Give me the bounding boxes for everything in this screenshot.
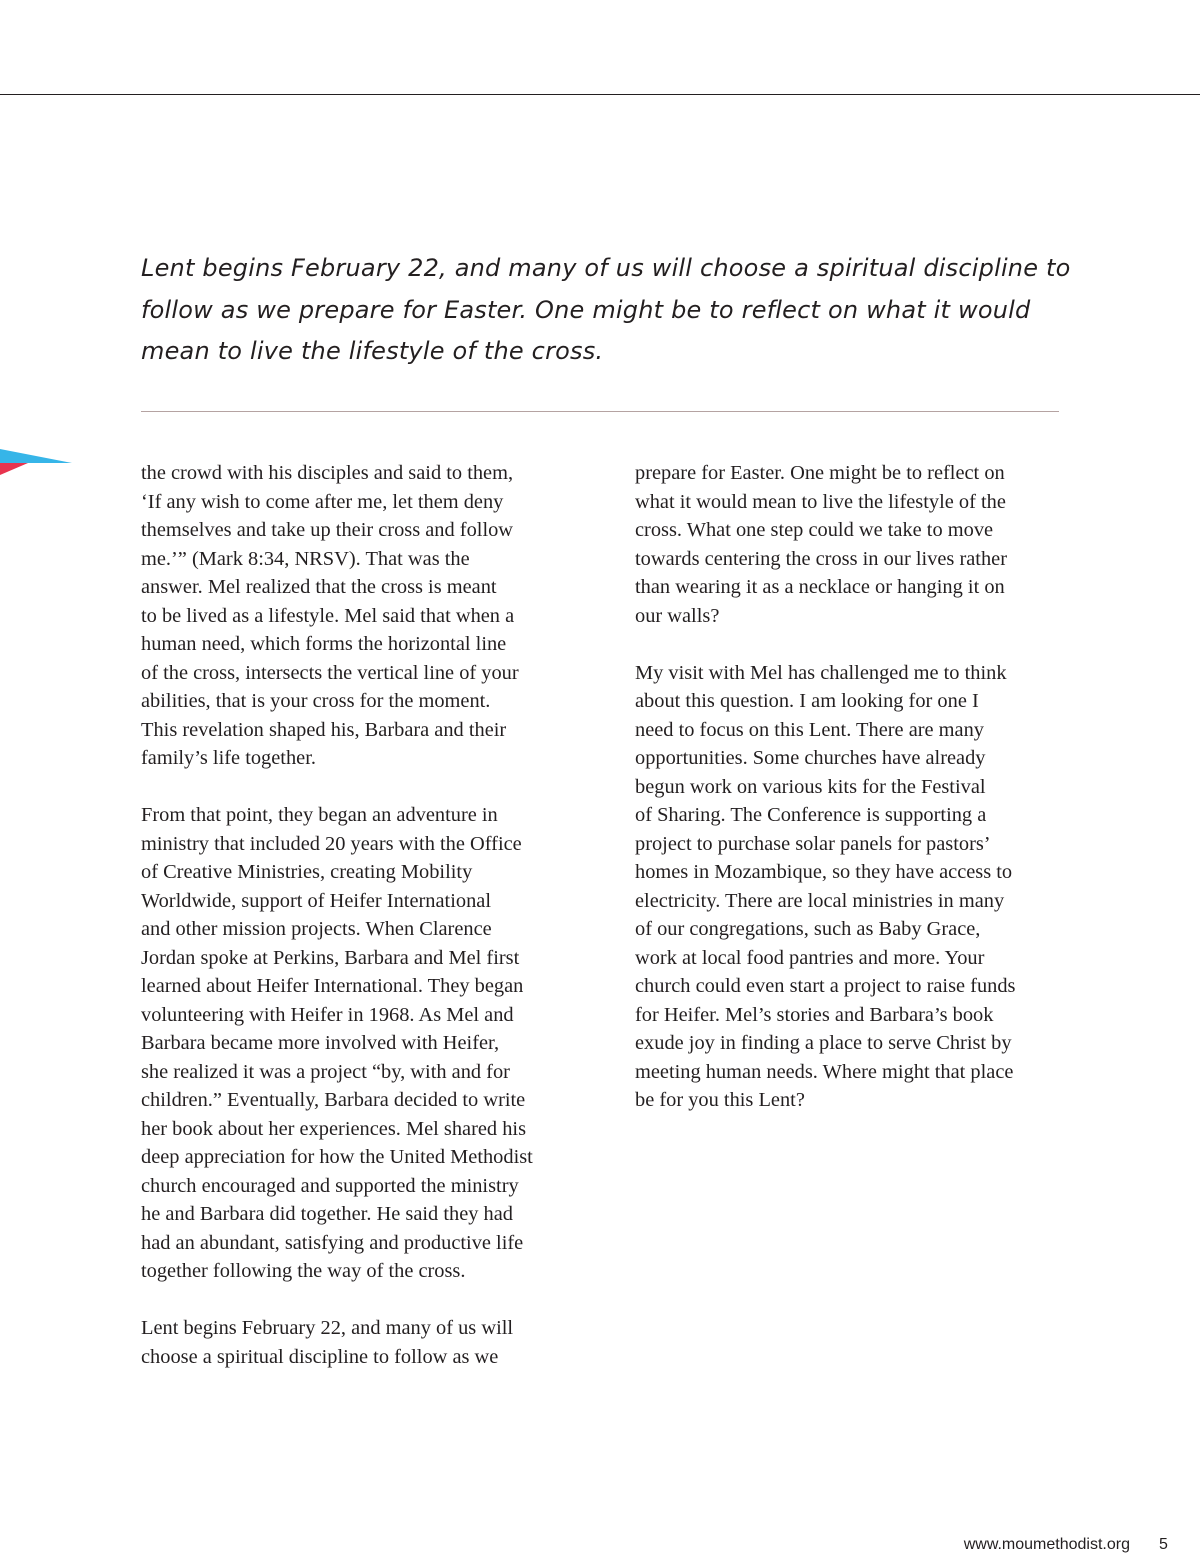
footer-website-link[interactable]: www.moumethodist.org — [963, 1536, 1130, 1553]
body-column-right — [635, 459, 1065, 1143]
body-column-left — [141, 459, 571, 1400]
pull-quote: Lent begins February 22, and many of us will choose a spiritual discipline to follow as we prepare for Easter. One might be to reflect on what it would mean to live the lifestyle of the cross. — [141, 254, 1071, 365]
accent-arrow-icon — [0, 447, 72, 477]
page-number: 5 — [1159, 1536, 1168, 1553]
body-paragraph: the crowd with his disciples and said to them, ‘If any wish to come after me, let them deny themselves and take up their cross and follow me.’” (Mark 8:34, NRSV). That was the answer. Mel realized that the cross is meant to be lived as a lifestyle. Mel said that when a human need, which forms the horizontal line of the cross, intersects the vertical line of your abilities, that is your cross for the moment. This revelation shaped his, Barbara and their family’s life together. — [141, 462, 519, 769]
header-rule — [0, 94, 1200, 95]
body-paragraph: My visit with Mel has challenged me to think about this question. I am looking for one I need to focus on this Lent. There are many opportunities. Some churches have already begun work on various kits for the Festival of Sharing. The Conference is supporting a project to purchase solar panels for pastors’ homes in Mozambique, so they have access to electricity. There are local ministries in many of our congregations, such as Baby Grace, work at local food pantries and more. Your church could even start a project to raise funds for Heifer. Mel’s stories and Barbara’s book exude joy in finding a place to serve Christ by meeting human needs. Where might that place be for you this Lent? — [635, 661, 1016, 1111]
body-paragraph: From that point, they began an adventure in ministry that included 20 years with the Office of Creative Ministries, creating Mobility Worldwide, support of Heifer International and other mission projects. When Clarence Jordan spoke at Perkins, Barbara and Mel first learned about Heifer International. They began volunteering with Heifer in 1968. As Mel and Barbara became more involved with Heifer, she realized it was a project “by, with and for children.” Eventually, Barbara decided to write her book about her experiences. Mel shared his deep appreciation for how the United Methodist church encouraged and supported the ministry he and Barbara did together. He said they had had an abundant, satisfying and productive life together following the way of the cross. — [141, 804, 533, 1282]
body-paragraph: Lent begins February 22, and many of us will choose a spiritual discipline to follow as we — [141, 1317, 514, 1368]
accent-blue-shard — [0, 449, 72, 463]
body-paragraph: prepare for Easter. One might be to reflect on what it would mean to live the lifestyle of the cross. What one step could we take to move towards centering the cross in our lives rather than wearing it as a necklace or hanging it on our walls? — [635, 462, 1008, 627]
pull-quote-rule — [141, 411, 1059, 412]
